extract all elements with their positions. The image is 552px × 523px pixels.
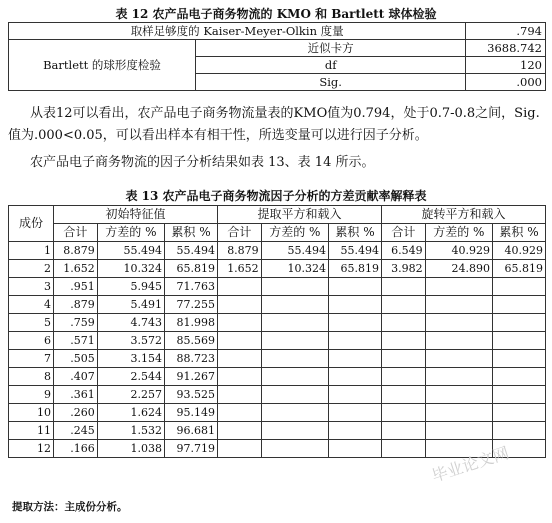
table-cell [329,440,382,458]
component-index: 3 [9,278,54,296]
table-cell: .407 [54,368,98,386]
table-cell [261,386,328,404]
table-cell [493,332,546,350]
table-cell [261,278,328,296]
component-index: 7 [9,350,54,368]
table-cell [261,332,328,350]
table-cell [381,386,425,404]
table-cell [261,368,328,386]
table-cell [425,404,492,422]
kmo-value: .794 [466,23,546,40]
table-cell [329,404,382,422]
table-cell: .166 [54,440,98,458]
table-cell: 8.879 [217,242,261,260]
table-cell: 40.929 [425,242,492,260]
table-cell: 40.929 [493,242,546,260]
table-cell [329,332,382,350]
kmo-label: 取样足够度的 Kaiser-Meyer-Olkin 度量 [9,23,466,40]
extraction-header: 提取平方和载入 [217,206,381,224]
table-cell: 3.154 [97,350,164,368]
component-index: 2 [9,260,54,278]
table-cell [425,296,492,314]
table-cell [493,314,546,332]
table-cell [493,404,546,422]
variance-explained-table [8,205,546,458]
analysis-paragraph: 从表12可以看出，农产品电子商务物流量表的KMO值为0.794，处于0.7-0.8之间，Sig.值为.000<0.05，可以看出样本有相干性，所选变量可以进行因子分析。 [8,106,540,143]
table-row [9,386,546,404]
table-cell: 2.257 [97,386,164,404]
table-cell [261,314,328,332]
table-cell [329,368,382,386]
bartlett-label: Bartlett 的球形度检验 [9,40,196,91]
table-row [9,332,546,350]
table13-caption: 表 13 农产品电子商务物流因子分析的方差贡献率解释表 [125,189,427,203]
table-row [9,404,546,422]
table-cell: 77.255 [165,296,218,314]
sub-header-cumulative: 累积 % [493,224,546,242]
component-index: 12 [9,440,54,458]
table-cell [329,422,382,440]
sub-header-cumulative: 累积 % [329,224,382,242]
table-cell [381,350,425,368]
table-cell [425,350,492,368]
sig-value: .000 [466,74,546,91]
table-cell: 71.763 [165,278,218,296]
table-cell: 91.267 [165,368,218,386]
sub-header-total: 合计 [381,224,425,242]
chi-row [9,40,546,57]
table-cell [329,296,382,314]
sub-header-total: 合计 [217,224,261,242]
table-cell: .759 [54,314,98,332]
sub-header-variance: 方差的 % [261,224,328,242]
component-index: 6 [9,332,54,350]
table-cell: 24.890 [425,260,492,278]
table-cell [381,404,425,422]
table-cell [493,386,546,404]
table-cell [217,332,261,350]
table-cell: 1.038 [97,440,164,458]
table-cell: 55.494 [165,242,218,260]
chi-value: 3688.742 [466,40,546,57]
table-cell: 93.525 [165,386,218,404]
chi-label: 近似卡方 [196,40,466,57]
component-header: 成份 [9,206,54,242]
table-cell: .260 [54,404,98,422]
table-cell [493,350,546,368]
sub-header-variance: 方差的 % [97,224,164,242]
table-cell [261,440,328,458]
table-cell [425,278,492,296]
table-cell [261,422,328,440]
table-row [9,242,546,260]
table-cell: 1.532 [97,422,164,440]
table-cell: 65.819 [329,260,382,278]
component-index: 5 [9,314,54,332]
table-row [9,260,546,278]
table-cell [381,422,425,440]
table-cell: 96.681 [165,422,218,440]
table-cell: 5.945 [97,278,164,296]
table-cell [493,422,546,440]
component-index: 10 [9,404,54,422]
table-cell: .951 [54,278,98,296]
table-cell: .245 [54,422,98,440]
table-cell: 2.544 [97,368,164,386]
sub-header-total: 合计 [54,224,98,242]
table-cell: 6.549 [381,242,425,260]
table-cell [493,368,546,386]
table-cell [381,440,425,458]
table-row [9,368,546,386]
results-paragraph: 农产品电子商务物流的因子分析结果如表 13、表 14 所示。 [30,155,375,170]
sig-label: Sig. [196,74,466,91]
component-index: 4 [9,296,54,314]
table-cell [217,350,261,368]
table-cell: 5.491 [97,296,164,314]
df-value: 120 [466,57,546,74]
sub-header-row [9,224,546,242]
table-cell: 55.494 [261,242,328,260]
table-cell: 4.743 [97,314,164,332]
table-cell [425,314,492,332]
component-index: 8 [9,368,54,386]
table-cell: 8.879 [54,242,98,260]
table-cell: .505 [54,350,98,368]
table-cell: 3.572 [97,332,164,350]
table-cell: 10.324 [97,260,164,278]
table-cell [493,278,546,296]
table-cell [381,314,425,332]
table-cell [329,350,382,368]
table12-caption: 表 12 农产品电子商务物流的 KMO 和 Bartlett 球体检验 [115,7,437,21]
table-cell [425,386,492,404]
table-cell: 1.652 [54,260,98,278]
kmo-bartlett-table [8,22,546,91]
table-cell [261,404,328,422]
table-cell: 81.998 [165,314,218,332]
sub-header-variance: 方差的 % [425,224,492,242]
table-cell: 88.723 [165,350,218,368]
table-row [9,422,546,440]
table-cell [217,422,261,440]
kmo-row [9,23,546,40]
table-row [9,314,546,332]
table-cell [217,314,261,332]
table-cell: 55.494 [97,242,164,260]
table-cell: 3.982 [381,260,425,278]
table-cell [329,314,382,332]
table-cell: 55.494 [329,242,382,260]
table-cell: 95.149 [165,404,218,422]
table-cell: .571 [54,332,98,350]
table-cell [381,278,425,296]
table-cell [217,386,261,404]
sub-header-cumulative: 累积 % [165,224,218,242]
extraction-method-note: 提取方法：主成份分析。 [12,501,128,513]
table-cell [261,350,328,368]
table-cell [425,368,492,386]
table-cell [329,386,382,404]
watermark: 毕业论文网 [429,443,512,486]
table-cell [217,296,261,314]
variance-table-body [9,242,546,458]
table-cell [493,296,546,314]
table-row [9,278,546,296]
table-cell [381,296,425,314]
table-cell: .879 [54,296,98,314]
table-cell [425,332,492,350]
table-cell: 65.819 [493,260,546,278]
table-cell [217,368,261,386]
table-cell: 85.569 [165,332,218,350]
component-index: 9 [9,386,54,404]
table-row [9,350,546,368]
table-cell [425,422,492,440]
table-cell [217,404,261,422]
table-cell [381,368,425,386]
table-cell [261,296,328,314]
table-cell [217,278,261,296]
table-cell [217,440,261,458]
table-cell: 97.719 [165,440,218,458]
df-label: df [196,57,466,74]
table-cell: 10.324 [261,260,328,278]
rotation-header: 旋转平方和载入 [381,206,545,224]
table-cell: 65.819 [165,260,218,278]
table-cell: .361 [54,386,98,404]
table-cell: 1.652 [217,260,261,278]
component-index: 11 [9,422,54,440]
component-index: 1 [9,242,54,260]
table-cell: 1.624 [97,404,164,422]
table-row [9,296,546,314]
table-cell [329,278,382,296]
group-header-row [9,206,546,224]
initial-eigen-header: 初始特征值 [54,206,218,224]
table-cell [381,332,425,350]
